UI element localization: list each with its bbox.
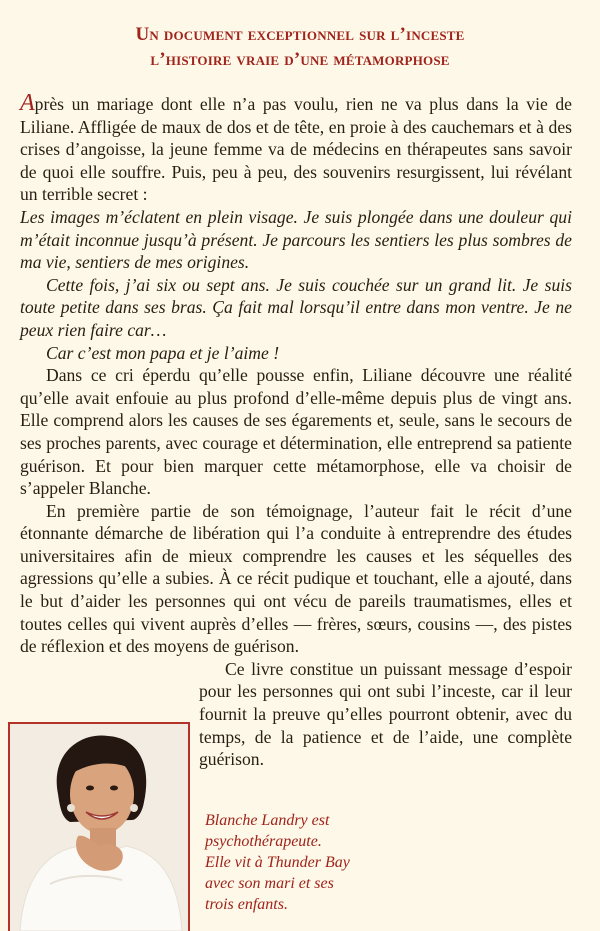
quote-2: Cette fois, j’ai six ou sept ans. Je suis couchée sur un grand lit. Je suis toute petite dans ses bras. Ça fait mal lorsqu’il entre dans mon ventre. Je ne peux rien faire car…	[20, 274, 572, 340]
quote-1: Les images m’éclatent en plein visage. Je suis plongée dans une douleur qui m’était inconnue jusqu’à présent. Je parcours les sentiers les plus sombres de ma vie, sentiers de mes origines.	[20, 206, 572, 273]
caption-line-4: avec son mari et ses	[205, 875, 334, 892]
drop-cap: A	[20, 90, 35, 116]
title-line-2: l’histoire vraie d’une métamorphose	[150, 49, 450, 70]
paragraph-3: En première partie de son témoignage, l’auteur fait le récit d’une étonnante démarche de libération qui l’a conduite à entreprendre des études universitaires afin de mieux comprendre les causes et les séquelles des agressions qu’elle a subies. À ce récit pudique et touchant, elle a ajouté, dans le but d’aider les personnes qui ont vécu de pareils traumatismes, elles et toutes celles qui vivent auprès d’elles — frères, sœurs, cousins —, des pistes de réflexion et des moyens de guérison.	[20, 500, 572, 657]
photo-wrap-spacer	[0, 664, 183, 894]
paragraph-intro-text: près un mariage dont elle n’a pas voulu, rien ne va plus dans la vie de Liliane. Affligée de maux de dos et de tête, en proie à des cauchemars et à des crises d’angoisse, la jeune femme va de médecins en thérapeutes sans savoir de quoi elle souffre. Puis, peu à peu, des souvenirs resurgissent, lui révélant un terrible secret :	[20, 94, 572, 205]
author-caption	[205, 810, 425, 915]
paragraph-4	[20, 658, 572, 771]
paragraph-intro	[20, 92, 572, 206]
caption-line-1: Blanche Landry est	[205, 812, 330, 829]
caption-line-2: psychothérapeute.	[205, 833, 322, 850]
quote-3: Car c’est mon papa et je l’aime !	[46, 342, 280, 363]
paragraph-2: Dans ce cri éperdu qu’elle pousse enfin, Liliane découvre une réalité qu’elle avait enfouie au plus profond d’elle-même depuis plus de vingt ans. Elle comprend alors les causes de ses égarements et, seule, sans le secours de ses proches parents, avec courage et détermination, elle entreprend sa patiente guérison. Et pour bien marquer cette métamorphose, elle va choisir de s’appeler Blanche.	[20, 365, 572, 499]
caption-line-5: trois enfants.	[205, 896, 288, 913]
body-text	[20, 92, 572, 894]
title-line-1: Un document exceptionnel sur l’inceste	[135, 24, 465, 45]
paragraph-4-text: Ce livre constitue un puissant message d’espoir pour les personnes qui ont subi l’inceste, car il leur fournit la preuve qu’elles pourront obtenir, avec du temps, de la patience et de l’aide, une complète guérison.	[199, 658, 572, 770]
caption-line-3: Elle vit à Thunder Bay	[205, 854, 350, 871]
title-block	[0, 22, 600, 72]
